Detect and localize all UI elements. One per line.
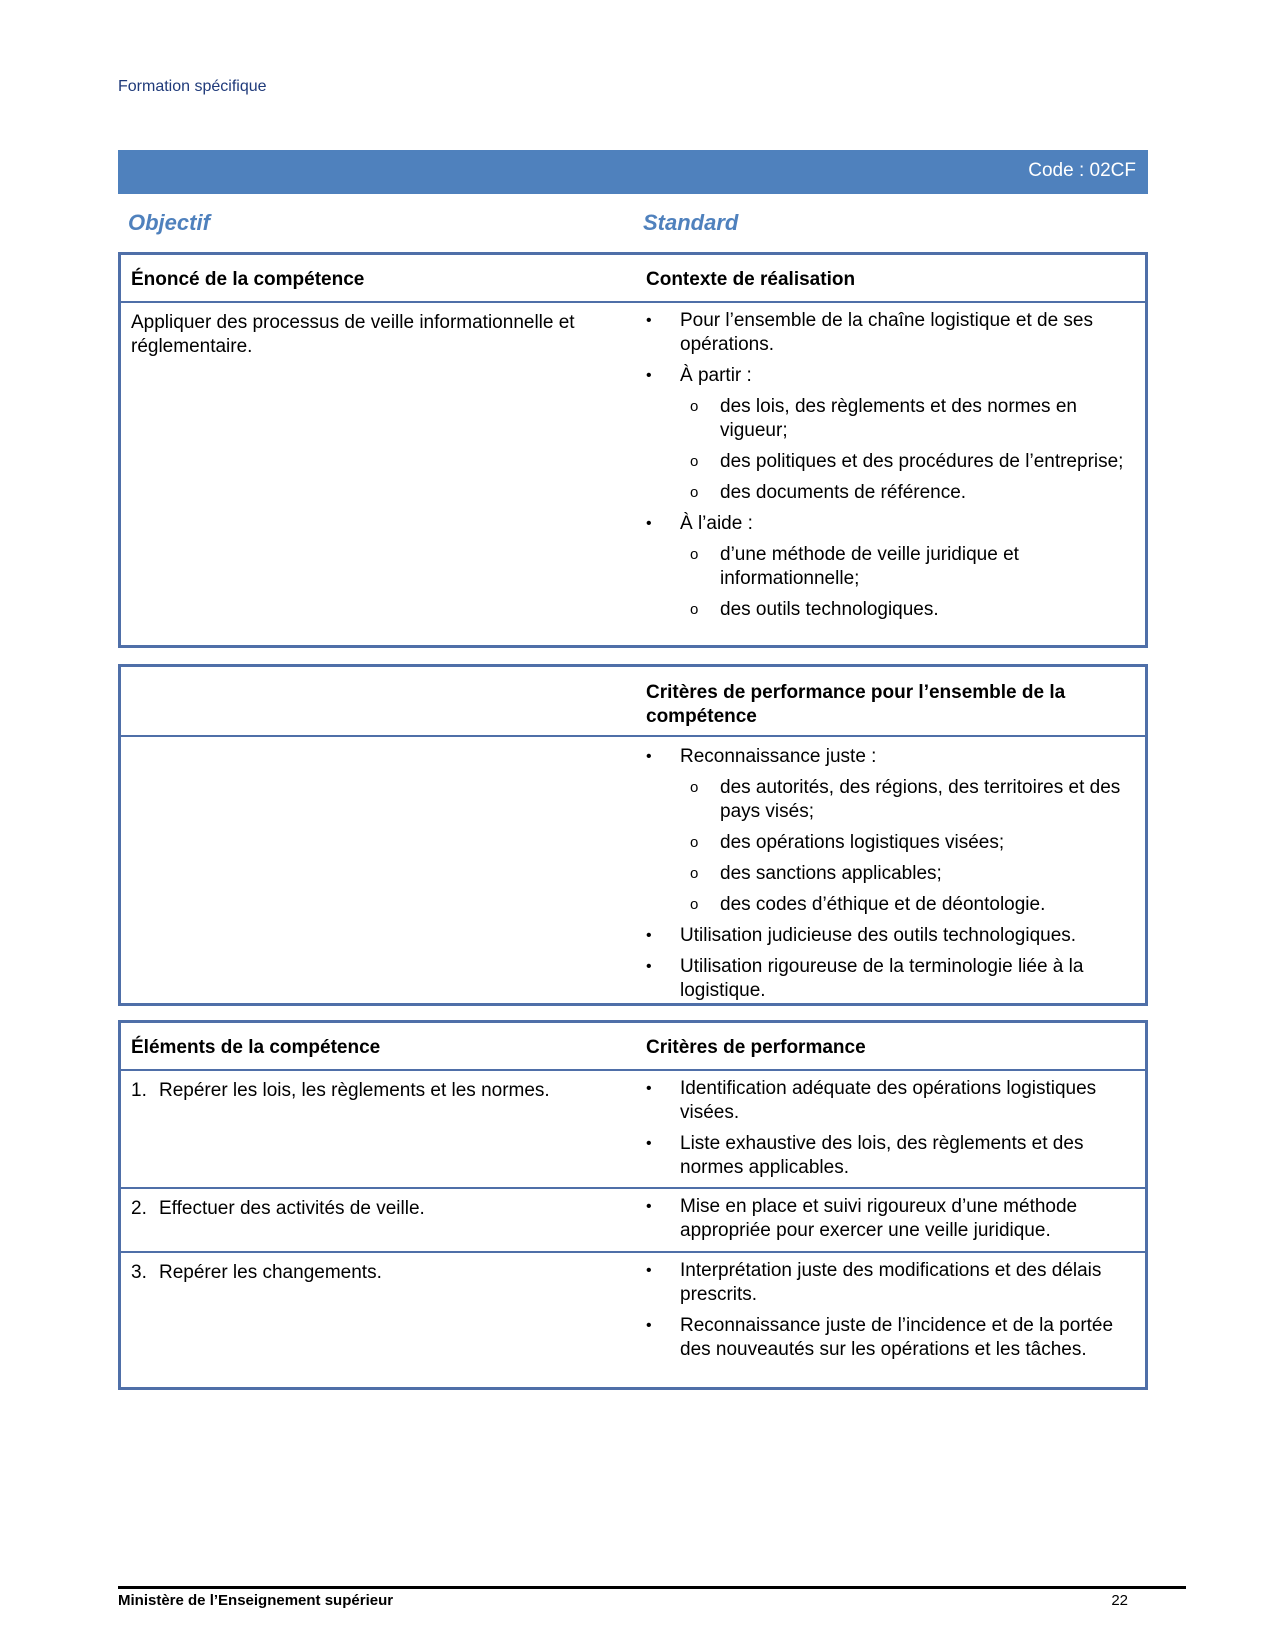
elements-heading: Éléments de la compétence: [131, 1037, 381, 1058]
element-number: 3.: [131, 1262, 147, 1283]
bullet-item: • Reconnaissance juste :: [646, 745, 1146, 769]
table-header-row: [121, 255, 1145, 303]
table-row: [121, 1189, 1145, 1253]
contexte-list: [646, 309, 1146, 629]
enonce-text: Appliquer des processus de veille informationnelle et réglementaire.: [131, 312, 575, 357]
element-item: [131, 1079, 649, 1103]
element-text: Repérer les lois, les règlements et les normes.: [159, 1080, 550, 1101]
program-code: Code : 02CF: [1028, 160, 1136, 181]
sub-bullet-item: o d’une méthode de veille juridique et informationnelle;: [646, 543, 1146, 591]
bullet-item: • Utilisation judicieuse des outils technologiques.: [646, 924, 1146, 948]
table-enonce-contexte: [118, 252, 1148, 648]
bullet-item: • À l’aide :: [646, 512, 1146, 536]
element-number: 1.: [131, 1080, 147, 1101]
element-criteria: [646, 1077, 1146, 1187]
sub-bullet-item: o des lois, des règlements et des normes en vigueur;: [646, 395, 1146, 443]
element-number: 2.: [131, 1198, 147, 1219]
sub-bullet-item: o des autorités, des régions, des territoires et des pays visés;: [646, 776, 1146, 824]
criterion-item: • Identification adéquate des opérations logistiques visées.: [646, 1077, 1146, 1125]
sub-bullet-item: o des outils technologiques.: [646, 598, 1146, 622]
enonce-heading: Énoncé de la compétence: [131, 269, 365, 290]
element-item: [131, 1261, 649, 1285]
table-row: [121, 303, 1145, 647]
criterion-item: • Reconnaissance juste de l’incidence et de la portée des nouveautés sur les opérations et les tâches.: [646, 1314, 1146, 1362]
standard-heading: Standard: [643, 210, 739, 235]
element-criteria: [646, 1259, 1146, 1369]
sub-bullet-item: o des sanctions applicables;: [646, 862, 1146, 886]
element-criteria: [646, 1195, 1146, 1250]
bullet-item: • Pour l’ensemble de la chaîne logistique et de ses opérations.: [646, 309, 1146, 357]
page-number: 22: [1111, 1592, 1128, 1609]
table-row: [121, 1253, 1145, 1391]
section-title: Formation spécifique: [118, 78, 267, 95]
table-row: [121, 737, 1145, 1005]
element-text: Repérer les changements.: [159, 1262, 382, 1283]
bullet-item: • À partir :: [646, 364, 1146, 388]
contexte-heading: Contexte de réalisation: [646, 269, 856, 290]
footer-ministry: Ministère de l’Enseignement supérieur: [118, 1592, 394, 1609]
table-criteres-ensemble: [118, 664, 1148, 1006]
sub-bullet-item: o des opérations logistiques visées;: [646, 831, 1146, 855]
table-row: [121, 1071, 1145, 1189]
criteres-list: [646, 745, 1146, 1010]
criterion-item: • Interprétation juste des modifications et des délais prescrits.: [646, 1259, 1146, 1307]
sub-bullet-item: o des codes d’éthique et de déontologie.: [646, 893, 1146, 917]
sub-bullet-item: o des documents de référence.: [646, 481, 1146, 505]
table-header-row: [121, 667, 1145, 737]
criterion-item: • Liste exhaustive des lois, des règlements et des normes applicables.: [646, 1132, 1146, 1180]
bullet-item: • Utilisation rigoureuse de la terminologie liée à la logistique.: [646, 955, 1146, 1003]
footer: [118, 1592, 1128, 1609]
table-header-row: [121, 1023, 1145, 1071]
sub-bullet-item: o des politiques et des procédures de l’entreprise;: [646, 450, 1146, 474]
code-bar: [118, 150, 1148, 194]
objectif-heading: Objectif: [128, 210, 210, 235]
element-text: Effectuer des activités de veille.: [159, 1198, 425, 1219]
element-item: [131, 1197, 649, 1221]
footer-rule: [118, 1586, 1186, 1589]
performance-heading: Critères de performance: [646, 1037, 866, 1058]
criterion-item: • Mise en place et suivi rigoureux d’une méthode appropriée pour exercer une veille juridique.: [646, 1195, 1146, 1243]
criteres-ensemble-heading: Critères de performance pour l’ensemble de la compétence: [646, 682, 1066, 727]
table-elements: [118, 1020, 1148, 1390]
